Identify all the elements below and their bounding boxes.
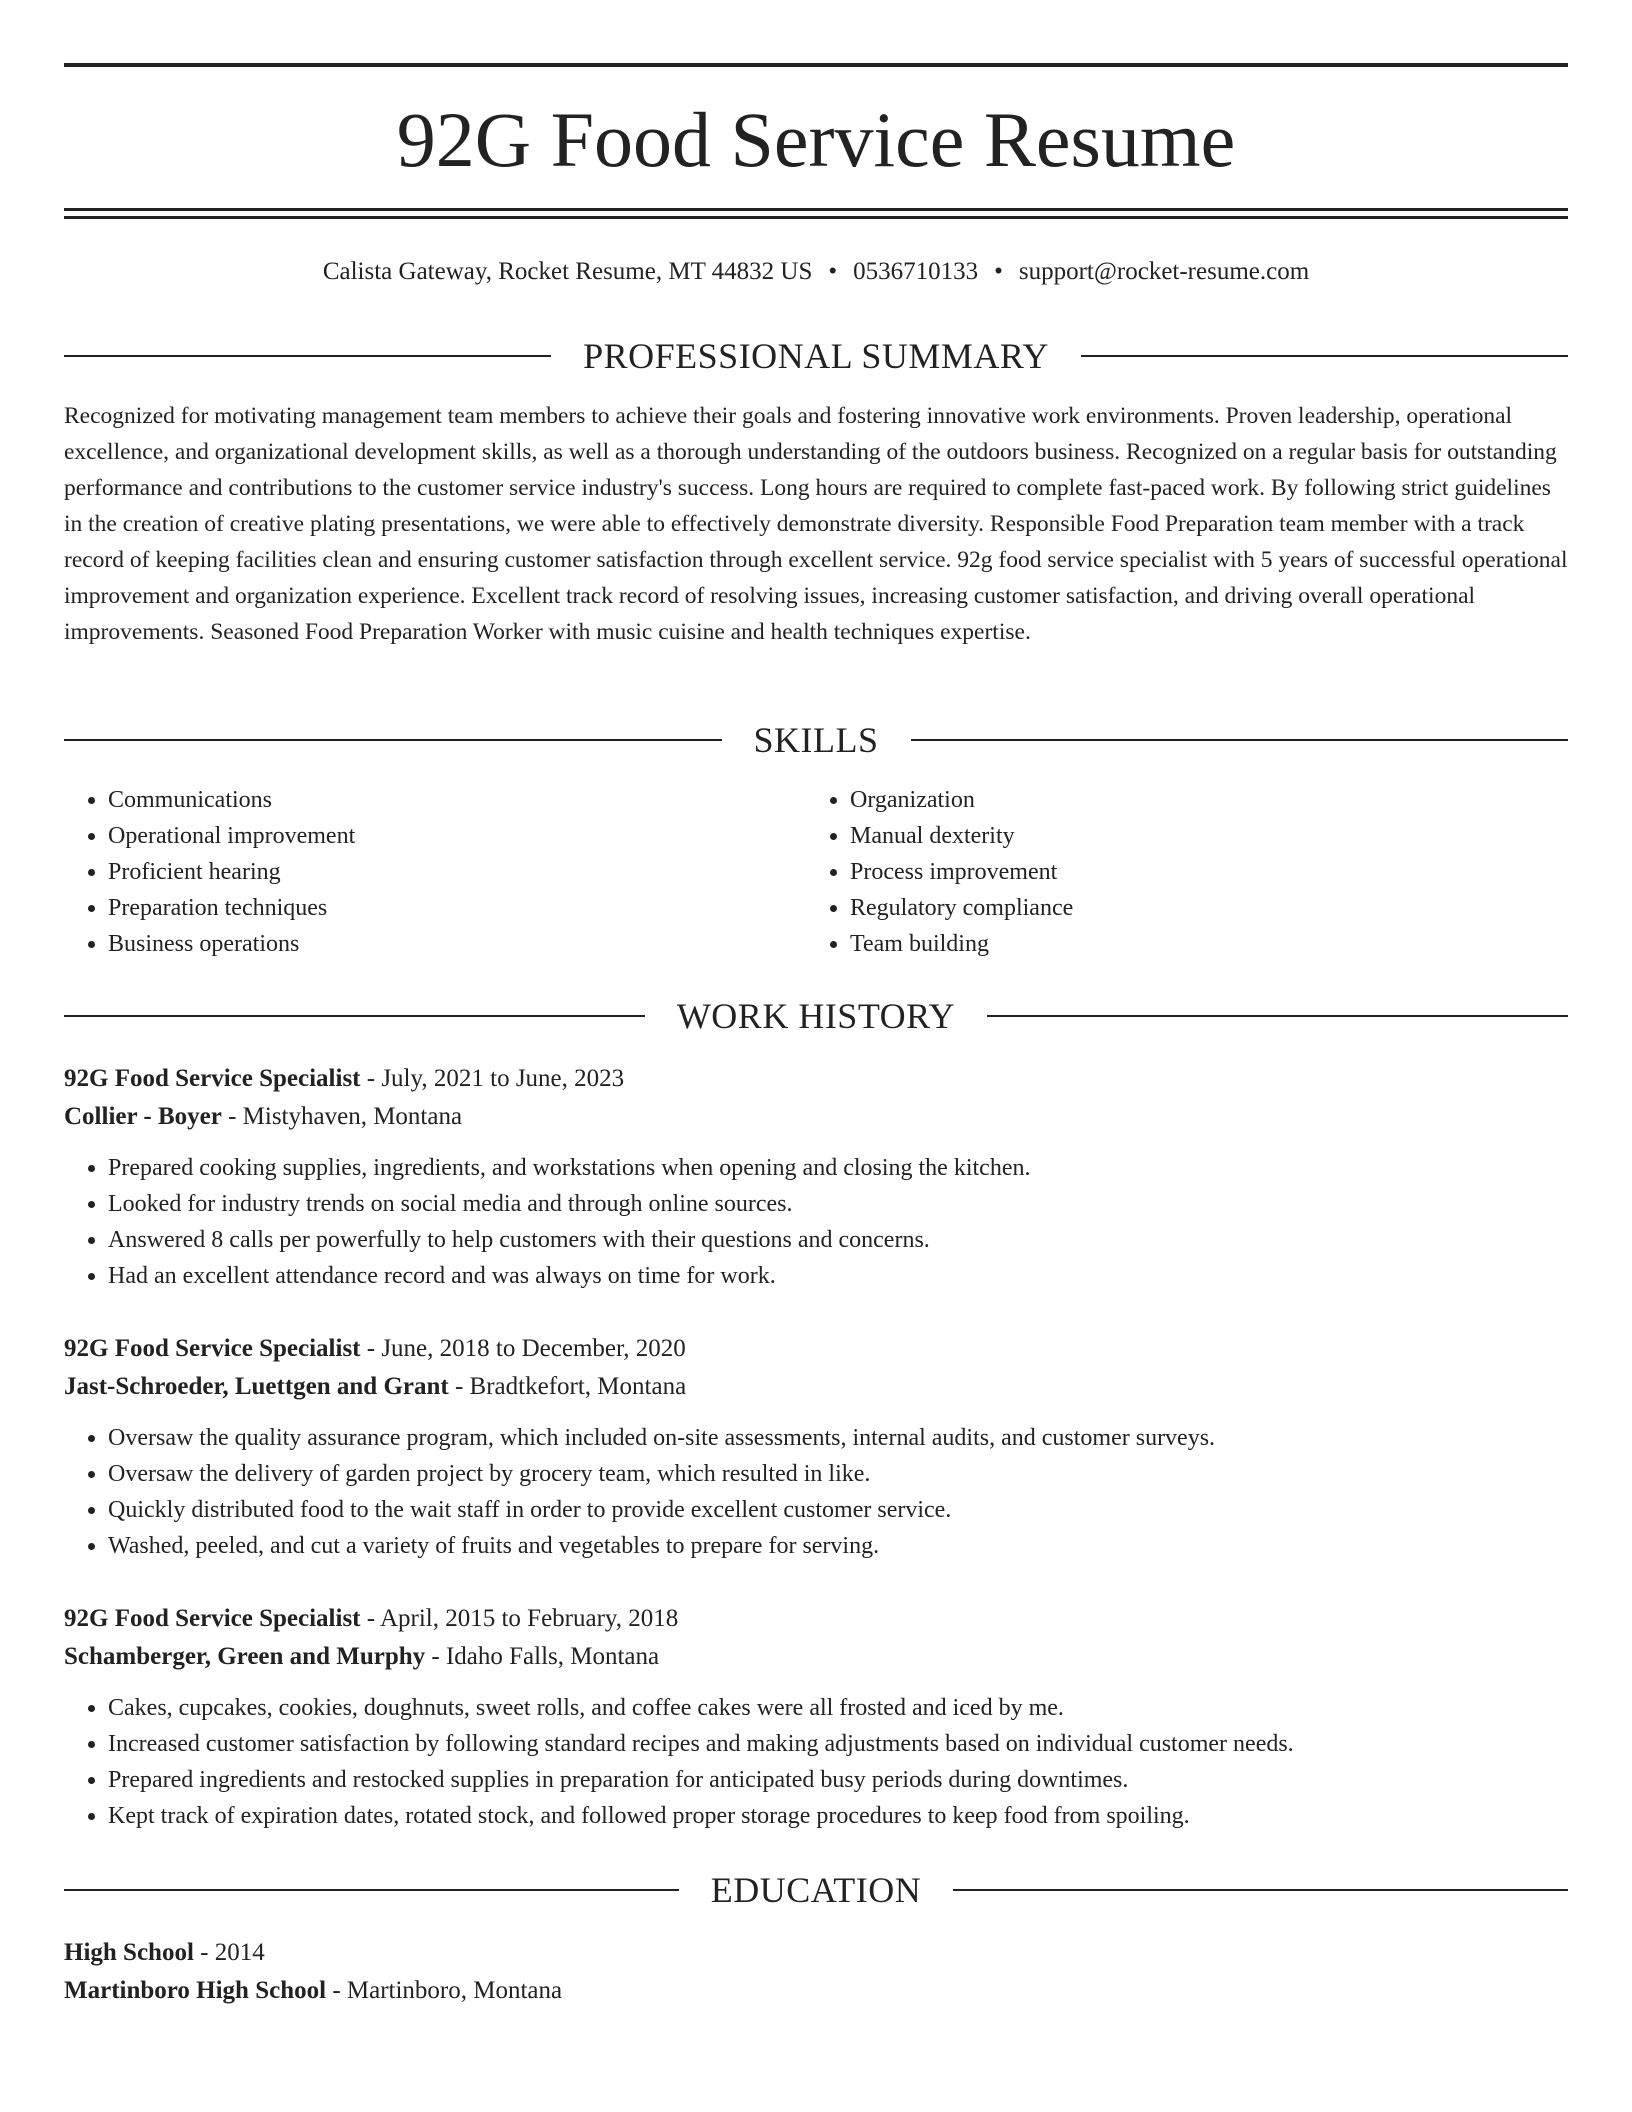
heading-rule-left	[64, 1015, 645, 1017]
job-location: - Bradtkefort, Montana	[448, 1373, 687, 1400]
section-title: SKILLS	[753, 720, 879, 760]
heading-rule-right	[953, 1889, 1568, 1891]
job-location: - Idaho Falls, Montana	[425, 1643, 660, 1670]
education-entry	[64, 1934, 1568, 2010]
heading-rule-left	[64, 1889, 679, 1891]
job-title: 92G Food Service Specialist	[64, 1065, 361, 1092]
skills-column-right	[806, 782, 1548, 962]
summary-heading	[64, 334, 1568, 378]
job-bullets	[64, 1150, 1568, 1294]
skill-item: • Process improvement	[850, 854, 1548, 890]
top-rule	[64, 63, 1568, 67]
heading-rule-left	[64, 739, 722, 741]
job-dates: - April, 2015 to February, 2018	[360, 1605, 679, 1632]
education-school: Martinboro High School	[64, 1977, 327, 2004]
skills-heading	[64, 718, 1568, 762]
job-entry	[64, 1600, 1568, 1834]
job-company: Collier - Boyer	[64, 1103, 222, 1130]
job-bullet: • Looked for industry trends on social media and through online sources.	[108, 1186, 1568, 1222]
job-bullet: • Answered 8 calls per powerfully to help customers with their questions and concerns.	[108, 1222, 1568, 1258]
job-entry	[64, 1060, 1568, 1294]
heading-rule-right	[987, 1015, 1568, 1017]
skill-item: • Preparation techniques	[108, 890, 806, 926]
heading-rule-right	[911, 739, 1569, 741]
title-double-rule-lower	[64, 216, 1568, 219]
job-entry	[64, 1330, 1568, 1564]
education-degree: High School	[64, 1939, 194, 1966]
job-bullet: • Had an excellent attendance record and was always on time for work.	[108, 1258, 1568, 1294]
skill-item: • Manual dexterity	[850, 818, 1548, 854]
job-location: - Mistyhaven, Montana	[221, 1103, 463, 1130]
job-company: Schamberger, Green and Murphy	[64, 1643, 426, 1670]
education-degree-line	[64, 1934, 1568, 1972]
skills-column-left	[64, 782, 806, 962]
job-title-line	[64, 1060, 1568, 1098]
job-title-line	[64, 1330, 1568, 1368]
section-title: WORK HISTORY	[676, 996, 956, 1036]
job-title: 92G Food Service Specialist	[64, 1335, 361, 1362]
skill-item: • Operational improvement	[108, 818, 806, 854]
contact-email: support@rocket-resume.com	[1018, 258, 1310, 285]
skill-item: • Team building	[850, 926, 1548, 962]
job-company-line	[64, 1368, 1568, 1406]
section-title: PROFESSIONAL SUMMARY	[583, 336, 1049, 376]
work-history-heading	[64, 994, 1568, 1038]
job-dates: - July, 2021 to June, 2023	[360, 1065, 625, 1092]
skill-item: • Organization	[850, 782, 1548, 818]
heading-rule-right	[1081, 355, 1568, 357]
job-dates: - June, 2018 to December, 2020	[360, 1335, 686, 1362]
education-year: - 2014	[193, 1939, 265, 1966]
job-bullet: • Washed, peeled, and cut a variety of fruits and vegetables to prepare for serving.	[108, 1528, 1568, 1564]
job-company-line	[64, 1098, 1568, 1136]
job-title: 92G Food Service Specialist	[64, 1605, 361, 1632]
education-heading	[64, 1868, 1568, 1912]
job-bullet: • Prepared cooking supplies, ingredients, and workstations when opening and closing the kitchen.	[108, 1150, 1568, 1186]
job-bullets	[64, 1420, 1568, 1564]
job-company-line	[64, 1638, 1568, 1676]
job-company: Jast-Schroeder, Luettgen and Grant	[64, 1373, 449, 1400]
job-bullet: • Oversaw the quality assurance program, which included on-site assessments, internal audits, and customer surveys.	[108, 1420, 1568, 1456]
skills-list	[64, 782, 1568, 962]
contact-phone: 0536710133	[853, 258, 979, 285]
contact-line	[64, 254, 1568, 290]
summary-text: Recognized for motivating management team members to achieve their goals and fostering innovative work environments. Proven leadership, operational excellence, and organizational development skills, as well as a thorough understanding of the outdoors business. Recognized on a regular basis for outstanding performance and contributions to the customer service industry's success. Long hours are required to complete fast-paced work. By following strict guidelines in the creation of creative plating presentations, we were able to effectively demonstrate diversity. Responsible Food Preparation team member with a track record of keeping facilities clean and ensuring customer satisfaction through excellent service. 92g food service specialist with 5 years of successful operational improvement and organization experience. Excellent track record of resolving issues, increasing customer satisfaction, and driving overall operational improvements. Seasoned Food Preparation Worker with music cuisine and health techniques expertise.	[64, 403, 1568, 645]
job-bullet: • Oversaw the delivery of garden project by grocery team, which resulted in like.	[108, 1456, 1568, 1492]
job-bullet: • Kept track of expiration dates, rotated stock, and followed proper storage procedures to keep food from spoiling.	[108, 1798, 1568, 1834]
contact-address: Calista Gateway, Rocket Resume, MT 44832 US	[322, 258, 813, 285]
skill-item: • Communications	[108, 782, 806, 818]
contact-separator: •	[994, 258, 1003, 285]
skill-item: • Business operations	[108, 926, 806, 962]
job-bullets	[64, 1690, 1568, 1834]
job-title-line	[64, 1600, 1568, 1638]
education-location: - Martinboro, Montana	[326, 1977, 563, 2004]
job-bullet: • Prepared ingredients and restocked supplies in preparation for anticipated busy periods during downtimes.	[108, 1762, 1568, 1798]
skill-item: • Regulatory compliance	[850, 890, 1548, 926]
job-bullet: • Cakes, cupcakes, cookies, doughnuts, sweet rolls, and coffee cakes were all frosted and iced by me.	[108, 1690, 1568, 1726]
contact-separator: •	[828, 258, 838, 285]
job-bullet: • Increased customer satisfaction by following standard recipes and making adjustments based on individual customer needs.	[108, 1726, 1568, 1762]
title-double-rule-upper	[64, 208, 1568, 211]
section-title: EDUCATION	[710, 1870, 922, 1910]
heading-rule-left	[64, 355, 551, 357]
resume-title: 92G Food Service Resume	[396, 96, 1236, 183]
job-bullet: • Quickly distributed food to the wait staff in order to provide excellent customer service.	[108, 1492, 1568, 1528]
education-school-line	[64, 1972, 1568, 2010]
skill-item: • Proficient hearing	[108, 854, 806, 890]
